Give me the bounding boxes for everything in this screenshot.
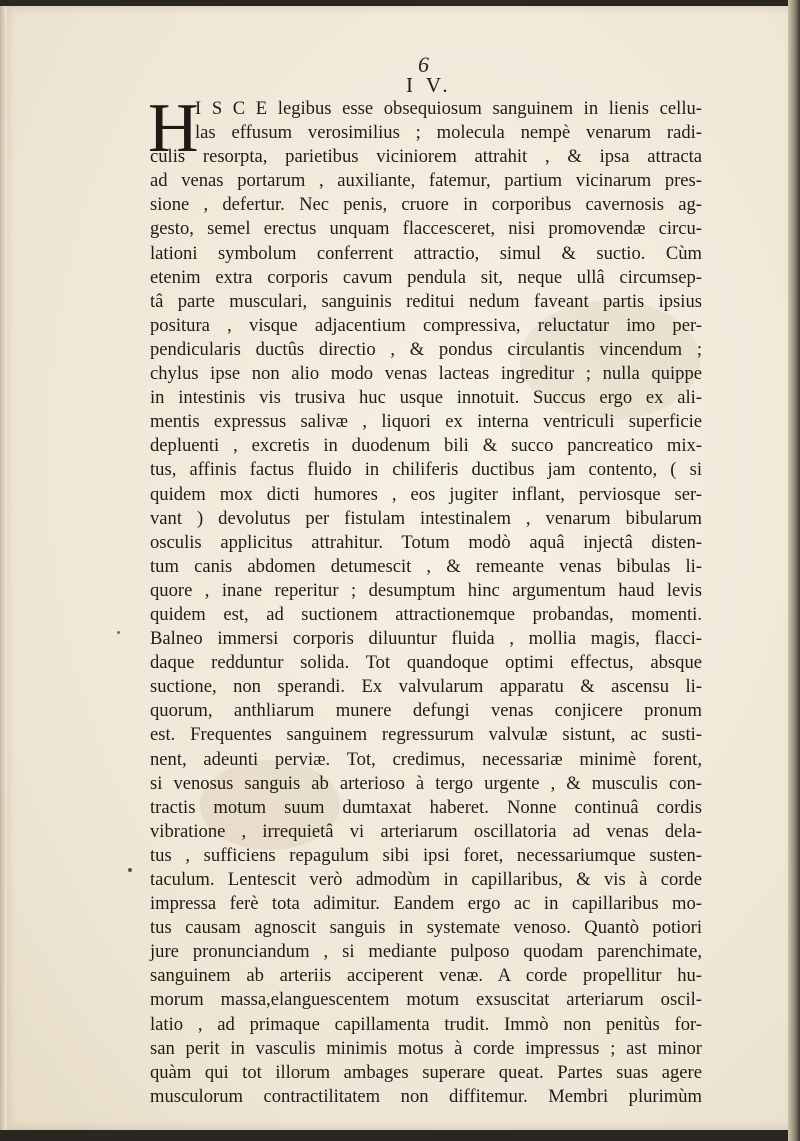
text-line: quidem est, ad suctionem attractionemque probandas, momenti. <box>150 603 702 625</box>
text-line: suctione, non sperandi. Ex valvularum apparatu & ascensu li- <box>150 676 702 698</box>
text-line: pendicularis ductûs directio , & pondus circulantis vincendum ; <box>150 338 702 360</box>
chapter-heading: I V. <box>406 73 452 97</box>
text-line: lationi symbolum conferrent attractio, simul & suctio. Cùm <box>150 242 702 264</box>
text-line: tum canis abdomen detumescit , & remeante venas bibulas li- <box>150 555 702 577</box>
text-line: taculum. Lentescit verò admodùm in capillaribus, & vis à corde <box>150 869 702 890</box>
page-number: 6 <box>418 52 429 77</box>
text-line: gesto, semel erectus unquam flaccesceret, nisi promovendæ circu- <box>150 218 702 240</box>
text-line: musculorum contractilitatem non diffitemur. Membri plurimùm <box>150 1085 702 1107</box>
text-line: I S C E legibus esse obsequiosum sanguinem in lienis cellu- <box>195 98 702 119</box>
text-line: las effusum verosimilius ; molecula nempè venarum radi- <box>195 122 702 144</box>
text-line: tus, affinis factus fluido in chiliferis ductibus jam contento, ( si <box>150 459 702 481</box>
text-line: mentis expressus salivæ , liquori ex interna ventriculi superficie <box>150 411 702 433</box>
text-line: tus causam agnoscit sanguis in systemate venoso. Quantò potiori <box>150 917 702 939</box>
text-line: si venosus sanguis ab arterioso à tergo urgente , & musculis con- <box>150 772 702 794</box>
page-right-edge <box>788 0 800 1141</box>
body-text <box>150 97 702 1109</box>
text-line: vant ) devolutus per fistulam intestinalem , venarum bibularum <box>150 507 702 529</box>
text-line: quidem mox dicti humores , eos jugiter inflant, perviosque ser- <box>150 483 702 505</box>
text-line: tractis motum suum dumtaxat haberet. Nonne continuâ cordis <box>150 796 702 818</box>
page-left-edge <box>0 6 7 1130</box>
text-line: jure pronunciandum , si mediante pulposo quodam parenchimate, <box>150 941 702 963</box>
text-line: positura , visque adjacentium compressiva, reluctatur imo per- <box>150 314 702 336</box>
text-line: nent, adeunti perviæ. Tot, credimus, necessariæ minimè forent, <box>150 748 702 770</box>
text-line: etenim extra corporis cavum pendula sit, neque ullâ circumsep- <box>150 266 702 288</box>
text-line: sione , defertur. Nec penis, cruore in corporibus cavernosis ag- <box>150 194 702 216</box>
margin-dot <box>117 631 120 634</box>
text-line: san perit in vasculis minimis motus à corde impressus ; ast minor <box>150 1037 702 1059</box>
text-line: Balneo immersi corporis diluuntur fluida , mollia magis, flacci- <box>150 628 702 650</box>
text-line: impressa ferè tota adimitur. Eandem ergo ac in capillaribus mo- <box>150 893 702 915</box>
text-line: sanguinem ab arteriis acciperent venæ. A corde propellitur hu- <box>150 965 702 987</box>
text-line: quàm qui tot illorum ambages superare queat. Partes suas agere <box>150 1061 702 1083</box>
text-line: chylus ipse non alio modo venas lacteas ingreditur ; nulla quippe <box>150 363 702 385</box>
text-line: vibratione , irrequietâ vi arteriarum oscillatoria ad venas dela- <box>150 820 702 842</box>
text-line: osculis applicitus attrahitur. Totum modò aquâ injectâ disten- <box>150 531 702 553</box>
text-line: morum massa,elanguescentem motum exsuscitat arteriarum oscil- <box>150 989 702 1011</box>
text-line: depluenti , excretis in duodenum bili & succo pancreatico mix- <box>150 435 702 457</box>
text-line: tus , sufficiens repagulum sibi ipsi foret, necessariumque susten- <box>150 844 702 866</box>
text-line: ad venas portarum , auxiliante, fatemur, partium vicinarum pres- <box>150 170 702 192</box>
drop-cap: H <box>148 90 199 167</box>
text-line: quore , inane reperitur ; desumptum hinc argumentum haud levis <box>150 579 702 601</box>
text-line: culis resorpta, parietibus viciniorem attrahit , & ipsa attracta <box>150 146 702 168</box>
margin-dot <box>128 868 132 872</box>
text-line: daque redduntur solida. Tot quandoque optimi effectus, absque <box>150 652 702 674</box>
text-line: quorum, anthliarum munere defungi venas conjicere pronum <box>150 700 702 722</box>
text-line: latio , ad primaque capillamenta trudit. Immò non penitùs for- <box>150 1013 702 1035</box>
text-line: tâ parte musculari, sanguinis reditui nedum faveant partis ipsius <box>150 290 702 312</box>
text-line: est. Frequentes sanguinem regressurum valvulæ sistunt, ac susti- <box>150 724 702 746</box>
text-line: in intestinis vis trusiva huc usque innotuit. Succus ergo ex ali- <box>150 387 702 409</box>
